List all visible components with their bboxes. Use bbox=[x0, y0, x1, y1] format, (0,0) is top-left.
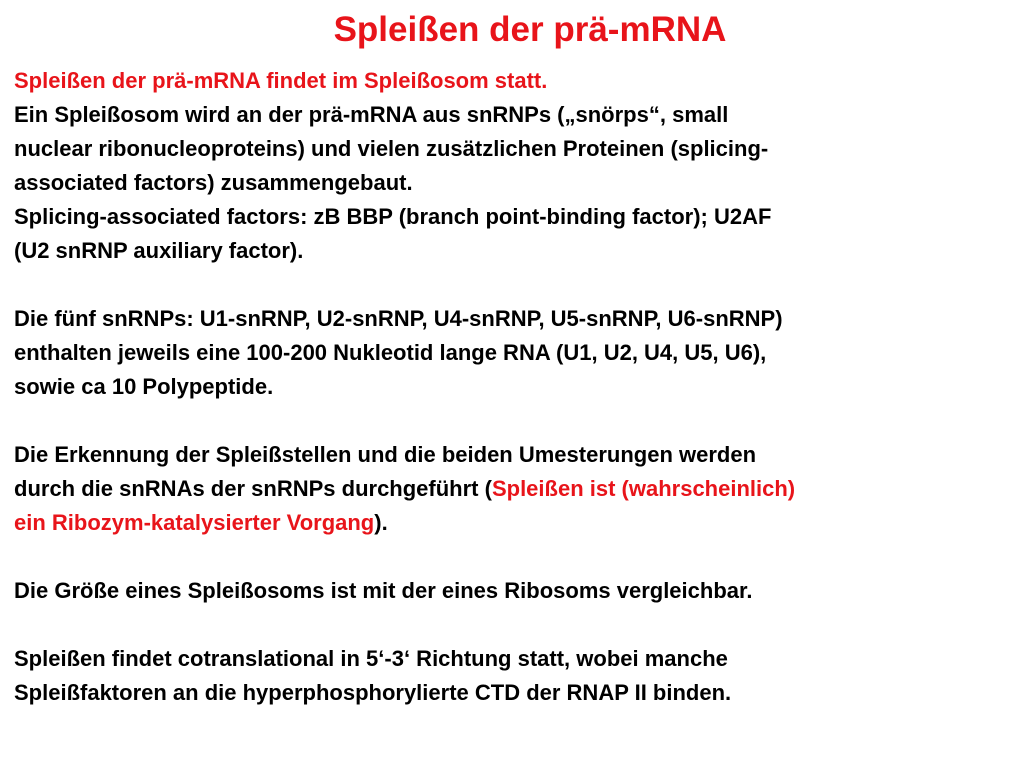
text-line: nuclear ribonucleoproteins) und vielen zusätzlichen Proteinen (splicing- bbox=[14, 136, 769, 161]
paragraph-gap bbox=[14, 608, 1019, 642]
text-line: Die Größe eines Spleißosoms ist mit der eines Ribosoms vergleichbar. bbox=[14, 578, 753, 603]
text-line: sowie ca 10 Polypeptide. bbox=[14, 374, 274, 399]
paragraph-gap bbox=[14, 540, 1019, 574]
highlight-text: ein Ribozym-katalysierter Vorgang bbox=[14, 510, 375, 535]
intro-line: Spleißen der prä-mRNA findet im Spleißosom statt. bbox=[14, 68, 548, 93]
text-line: Die fünf snRNPs: U1-snRNP, U2-snRNP, U4-snRNP, U5-snRNP, U6-snRNP) bbox=[14, 306, 783, 331]
text-segment: ). bbox=[374, 510, 388, 535]
text-line: Spleißen findet cotranslational in 5‘-3‘ Richtung statt, wobei manche bbox=[14, 646, 728, 671]
slide-body bbox=[14, 64, 1019, 710]
text-line: (U2 snRNP auxiliary factor). bbox=[14, 238, 304, 263]
paragraph-gap bbox=[14, 268, 1019, 302]
text-line: enthalten jeweils eine 100-200 Nukleotid lange RNA (U1, U2, U4, U5, U6), bbox=[14, 340, 767, 365]
text-segment: durch die snRNAs der snRNPs durchgeführt ( bbox=[14, 476, 492, 501]
text-line: Spleißfaktoren an die hyperphosphorylierte CTD der RNAP II binden. bbox=[14, 680, 732, 705]
page-title: Spleißen der prä-mRNA bbox=[333, 10, 727, 49]
mixed-text-line bbox=[14, 506, 1019, 540]
text-line: Ein Spleißosom wird an der prä-mRNA aus snRNPs („snörps“, small bbox=[14, 102, 729, 127]
highlight-text: Spleißen ist (wahrscheinlich) bbox=[491, 476, 796, 501]
text-line: Die Erkennung der Spleißstellen und die beiden Umesterungen werden bbox=[14, 442, 757, 467]
paragraph-gap bbox=[14, 404, 1019, 438]
text-line: associated factors) zusammengebaut. bbox=[14, 170, 413, 195]
mixed-text-line bbox=[14, 472, 1019, 506]
text-line: Splicing-associated factors: zB BBP (branch point-binding factor); U2AF bbox=[14, 204, 772, 229]
